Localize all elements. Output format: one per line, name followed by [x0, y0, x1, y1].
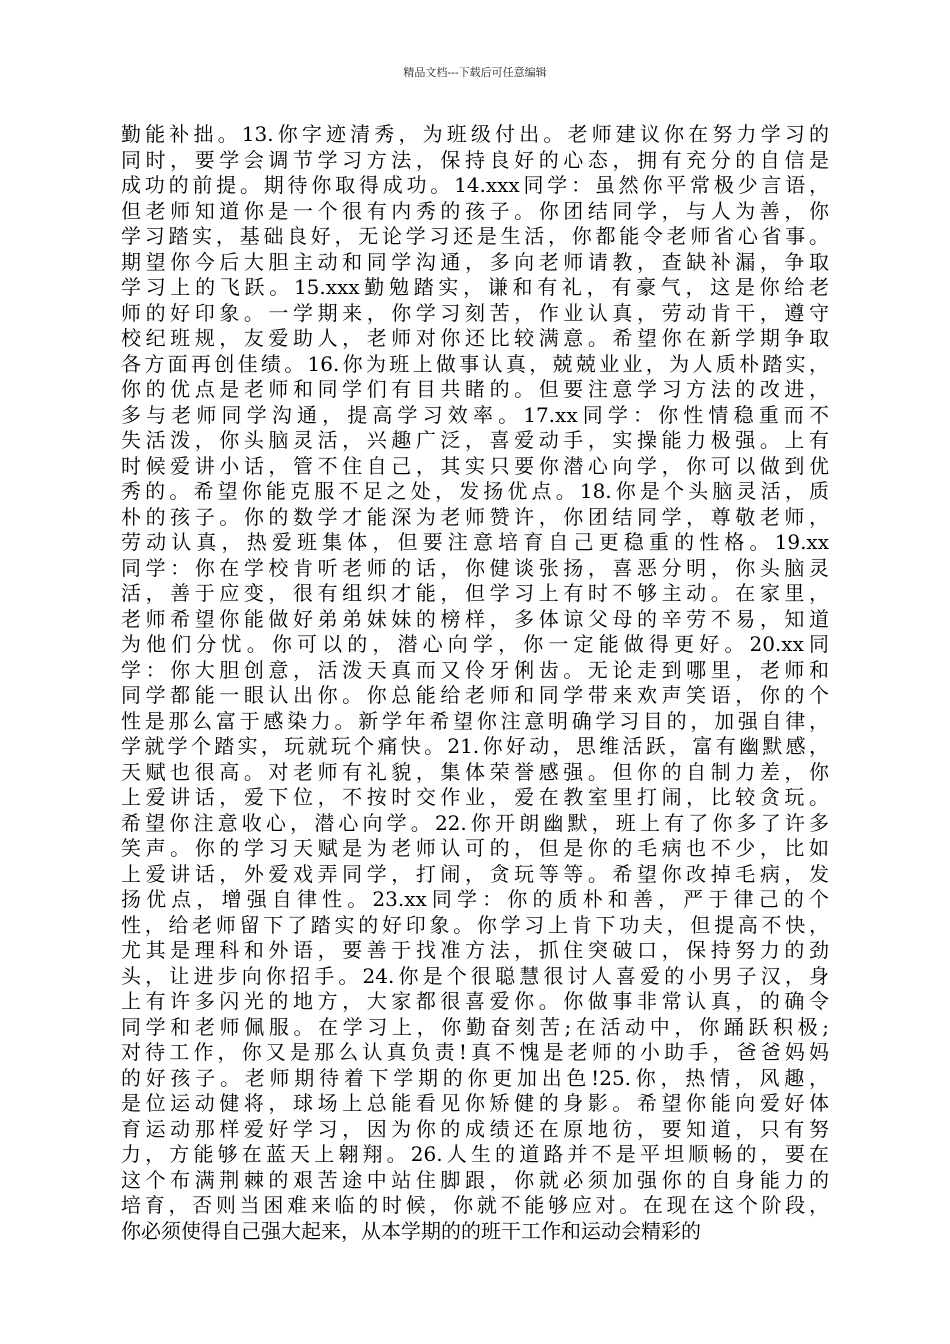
- text-line: 这个布满荆棘的艰苦途中站住脚跟，你就必须加强你的自身能力的: [121, 1167, 829, 1192]
- text-line: 学习上的飞跃。15.xxx勤勉踏实，谦和有礼，有豪气，这是你给老: [121, 275, 829, 299]
- text-line: 期望你今后大胆主动和同学沟通，多向老师请教，查缺补漏，争取: [121, 249, 829, 274]
- page-header: 精品文档---下载后可任意编辑: [403, 66, 547, 79]
- text-line: 育运动那样爱好学习，因为你的成绩还在原地彷，要知道，只有努: [121, 1116, 829, 1141]
- text-line: 力，方能够在蓝天上翱翔。26.人生的道路并不是平坦顺畅的，要在: [121, 1142, 829, 1166]
- text-line: 是位运动健将，球场上总能看见你矫健的身影。希望你能向爱好体: [121, 1091, 829, 1115]
- text-line: 你的优点是老师和同学们有目共睹的。但要注意学习方法的改进，: [121, 377, 829, 401]
- document-body: [121, 122, 829, 1244]
- text-line: 的好孩子。老师期待着下学期的你更加出色!25.你，热情，风趣，: [121, 1065, 829, 1090]
- text-line: 为他们分忧。你可以的，潜心向学，你一定能做得更好。20.xx同: [121, 632, 829, 656]
- text-line: 天赋也很高。对老师有礼貌，集体荣誉感强。但你的自制力差，你: [121, 759, 829, 784]
- text-line: 各方面再创佳绩。16.你为班上做事认真，兢兢业业，为人质朴踏实，: [121, 351, 829, 376]
- text-line: 校纪班规，友爱助人，老师对你还比较满意。希望你在新学期争取: [121, 326, 829, 350]
- text-line: 师的好印象。一学期来，你学习刻苦，作业认真，劳动肯干，遵守: [121, 300, 829, 325]
- text-line: 同学都能一眼认出你。你总能给老师和同学带来欢声笑语，你的个: [121, 683, 829, 707]
- text-line: 失活泼，你头脑灵活，兴趣广泛，喜爱动手，实操能力极强。上有: [121, 428, 829, 452]
- text-line: 你必须使得自己强大起来，从本学期的的班干工作和运动会精彩的: [121, 1218, 701, 1243]
- text-line: 性是那么富于感染力。新学年希望你注意明确学习目的，加强自律，: [121, 708, 829, 733]
- text-line: 学就学个踏实，玩就玩个痛快。21.你好动，思维活跃，富有幽默感，: [121, 734, 829, 758]
- text-line: 对待工作，你又是那么认真负责!真不愧是老师的小助手，爸爸妈妈: [121, 1040, 829, 1064]
- text-line: 笑声。你的学习天赋是为老师认可的，但是你的毛病也不少，比如: [121, 836, 829, 860]
- text-line: 尤其是理科和外语，要善于找准方法，抓住突破口，保持努力的劲: [121, 938, 829, 962]
- text-line: 同时，要学会调节学习方法，保持良好的心态，拥有充分的自信是: [121, 147, 829, 172]
- text-line: 希望你注意收心，潜心向学。22.你开朗幽默，班上有了你多了许多: [121, 810, 829, 835]
- text-line: 性，给老师留下了踏实的好印象。你学习上肯下功夫，但提高不快，: [121, 912, 829, 937]
- text-line: 学：你大胆创意，活泼天真而又伶牙俐齿。无论走到哪里，老师和: [121, 657, 829, 682]
- text-line: 时候爱讲小话，管不住自己，其实只要你潜心向学，你可以做到优: [121, 453, 829, 478]
- text-line: 学习踏实，基础良好，无论学习还是生活，你都能令老师省心省事。: [121, 224, 829, 248]
- text-line: 劳动认真，热爱班集体，但要注意培育自己更稳重的性格。19.xx: [121, 530, 829, 554]
- text-line: 头，让进步向你招手。24.你是个很聪慧很讨人喜爱的小男子汉，身: [121, 963, 829, 988]
- text-line: 成功的前提。期待你取得成功。14.xxx同学：虽然你平常极少言语，: [121, 173, 829, 197]
- text-line: 秀的。希望你能克服不足之处，发扬优点。18.你是个头脑灵活，质: [121, 479, 829, 503]
- text-line: 老师希望你能做好弟弟妹妹的榜样，多体谅父母的辛劳不易，知道: [121, 606, 829, 631]
- text-line: 勤能补拙。13.你字迹清秀，为班级付出。老师建议你在努力学习的: [121, 122, 829, 146]
- text-line: 同学：你在学校肯听老师的话，你健谈张扬，喜恶分明，你头脑灵: [121, 555, 829, 580]
- text-line: 上爱讲话，外爱戏弄同学，打闹，贪玩等等。希望你改掉毛病，发: [121, 861, 829, 886]
- text-line: 扬优点，增强自律性。23.xx同学：你的质朴和善，严于律己的个: [121, 887, 829, 911]
- text-line: 朴的孩子。你的数学才能深为老师赞许，你团结同学，尊敬老师，: [121, 504, 829, 529]
- text-line: 但老师知道你是一个很有内秀的孩子。你团结同学，与人为善，你: [121, 198, 829, 223]
- text-line: 上有许多闪光的地方，大家都很喜爱你。你做事非常认真，的确令: [121, 989, 829, 1013]
- text-line: 上爱讲话，爱下位，不按时交作业，爱在教室里打闹，比较贪玩。: [121, 785, 829, 809]
- text-line: 多与老师同学沟通，提高学习效率。17.xx同学：你性情稳重而不: [121, 402, 829, 427]
- text-line: 培育，否则当困难来临的时候，你就不能够应对。在现在这个阶段，: [121, 1193, 829, 1217]
- text-line: 同学和老师佩服。在学习上，你勤奋刻苦;在活动中，你踊跃积极;: [121, 1014, 829, 1039]
- text-line: 活，善于应变，很有组织才能，但学习上有时不够主动。在家里，: [121, 581, 829, 605]
